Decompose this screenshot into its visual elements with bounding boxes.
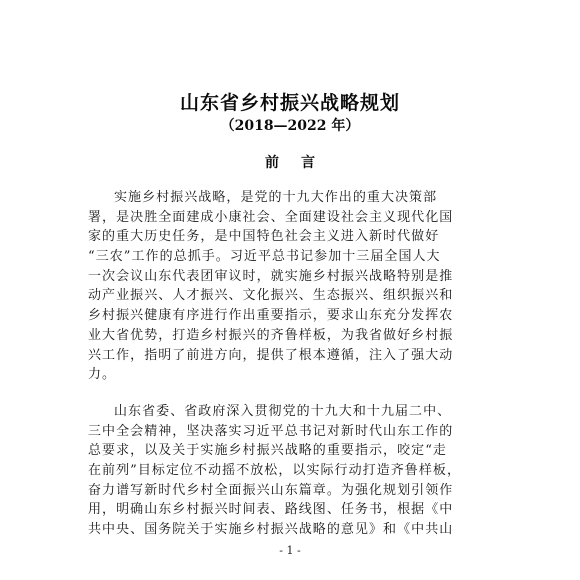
paragraph-2-line: 共中央、国务院关于实施乡村振兴战略的意见》和《中共山 [88, 522, 454, 537]
paragraph-1-line: 家的重大历史任务，是中国特色社会主义进入新时代做好 [88, 229, 440, 245]
paragraph-2-line: 奋力谱写新时代乡村全面振兴山东篇章。为强化规划引领作 [88, 482, 454, 498]
paragraph-2-line: 用，明确山东乡村振兴时间表、路线图、任务书，根据《中 [88, 502, 454, 518]
paragraph-2-line: 山东省委、省政府深入贯彻党的十九大和十九届二中、 [114, 403, 452, 419]
paragraph-1-line: 兴工作，指明了前进方向，提供了根本遵循，注入了强大动 [88, 347, 454, 363]
paragraph-1-line: 动产业振兴、人才振兴、文化振兴、生态振兴、组织振兴和 [88, 288, 454, 304]
paragraph-1-line: 业大省优势，打造乡村振兴的齐鲁样板，为我省做好乡村振 [88, 327, 454, 343]
paragraph-1-line: 署，是决胜全面建成小康社会、全面建设社会主义现代化国 [88, 209, 454, 225]
paragraph-1-line: “三农”工作的总抓手。习近平总书记参加十三届全国人大 [88, 249, 441, 265]
paragraph-1-line: 一次会议山东代表团审议时，就实施乡村振兴战略特别是推 [88, 268, 454, 284]
page-number: - 1 - [279, 544, 301, 557]
section-heading: 前言 [265, 155, 337, 171]
document-title: 山东省乡村振兴战略规划 [179, 92, 400, 114]
paragraph-2-line: 在前列”目标定位不动摇不放松，以实际行动打造齐鲁样板， [88, 462, 461, 478]
paragraph-1-line: 实施乡村振兴战略，是党的十九大作出的重大决策部 [114, 190, 438, 205]
paragraph-2-line: 三中全会精神，坚决落实习近平总书记对新时代山东工作的 [88, 423, 454, 439]
document-subtitle: （2018—2022 年） [220, 118, 360, 134]
paragraph-gap [88, 385, 496, 402]
paragraph-2-line: 总要求，以及关于实施乡村振兴战略的重要指示，咬定“走 [88, 443, 447, 459]
paragraph-1-line: 力。 [88, 367, 117, 383]
body-text [88, 188, 496, 540]
paragraph-1-line: 乡村振兴健康有序进行作出重要指示，要求山东充分发挥农 [88, 308, 454, 324]
